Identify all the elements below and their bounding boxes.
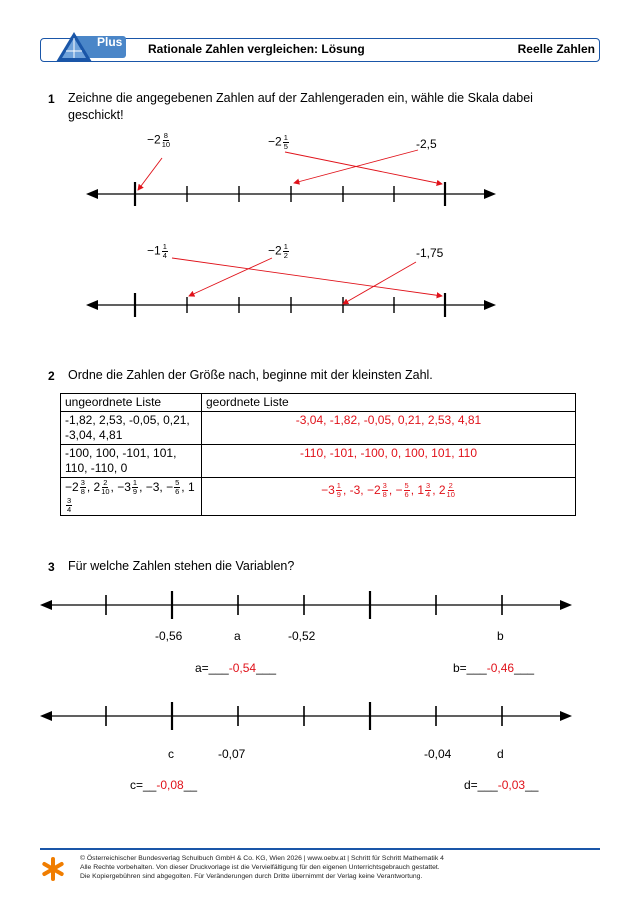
footer-copyright: © Österreichischer Bundesverlag Schulbuch GmbH & Co. KG, Wien 2026 | www.oebv.at | Schritt für Schritt Mathematik 4 Alle Rechte vorbehalten. Von dieser Druckvorlage ist die Vervielfältigung für den eigenen Unterrichtsgebrauch gestattet. Die Kopiergebühren sind abgegolten. Für Veränderungen durch Dritte übernimmt der Verlag keine Verantwortung. xyxy=(80,855,444,880)
label-minus-2-5: -2,5 xyxy=(416,137,437,151)
table-header-row xyxy=(61,394,576,412)
logo-text: Plus xyxy=(97,35,123,49)
label-minus-2-1-2: −2 $\frac{1}{2}$ xyxy=(268,242,288,260)
table-row xyxy=(61,445,576,478)
answer-c: c=__-0,08__ xyxy=(130,778,198,792)
label-minus-1-75: -1,75 xyxy=(416,246,444,260)
cell-unordered-fractions: −2 $\frac{3}{8}$ , 2 $\frac{2}{10}$ , −3 $\frac{1}{9}$ , −3, − $\frac{5}{6}$ , 1 $\frac{3}{4}$ xyxy=(61,478,202,516)
label-minus-2-8-10: −2 $\frac{8}{10}$ xyxy=(147,131,171,149)
number-line-1 xyxy=(86,150,496,206)
variable-label-c: c xyxy=(168,747,174,761)
number-line-4 xyxy=(40,702,572,730)
cell-unordered: -100, 100, -101, 101, 110, -110, 0 xyxy=(61,445,202,478)
tick-label: -0,07 xyxy=(218,747,246,761)
col-header-ordered: geordnete Liste xyxy=(202,394,576,412)
label-minus-2-1-5: −2 $\frac{1}{5}$ xyxy=(268,133,288,151)
col-header-unordered: ungeordnete Liste xyxy=(61,394,202,412)
footer-divider xyxy=(40,848,600,850)
variable-label-d: d xyxy=(497,747,504,761)
publisher-star-logo xyxy=(40,856,66,887)
tick-label: -0,52 xyxy=(288,629,316,643)
page-topic: Reelle Zahlen xyxy=(517,42,595,56)
page-title: Rationale Zahlen vergleichen: Lösung xyxy=(148,42,365,56)
answer-d: d=___-0,03__ xyxy=(464,778,539,792)
task3-text: Für welche Zahlen stehen die Variablen? xyxy=(68,559,295,573)
number-line-2 xyxy=(86,258,496,317)
cell-ordered: -110, -101, -100, 0, 100, 101, 110 xyxy=(202,445,576,478)
answer-a: a=___-0,54___ xyxy=(195,661,277,675)
variable-label-a: a xyxy=(234,629,241,643)
task1-number: 1 xyxy=(48,92,55,106)
tick-label: -0,04 xyxy=(424,747,452,761)
task3-number-lines xyxy=(0,580,640,750)
number-line-3 xyxy=(40,591,572,619)
task1-number-lines xyxy=(0,0,640,340)
tick-label: -0,56 xyxy=(155,629,183,643)
table-row xyxy=(61,478,576,516)
task1-text: Zeichne die angegebenen Zahlen auf der Zahlengeraden ein, wähle die Skala dabei geschickt! xyxy=(68,91,533,122)
answer-b: b=___-0,46___ xyxy=(453,661,535,675)
cell-ordered: -3,04, -1,82, -0,05, 0,21, 2,53, 4,81 xyxy=(202,412,576,445)
task2-number: 2 xyxy=(48,369,55,383)
ordering-table xyxy=(60,393,576,516)
table-row xyxy=(61,412,576,445)
task2-text: Ordne die Zahlen der Größe nach, beginne mit der kleinsten Zahl. xyxy=(68,368,433,382)
cell-ordered-fractions: −3 $\frac{1}{9}$ , -3, −2 $\frac{3}{8}$ , − $\frac{5}{6}$ , 1 $\frac{3}{4}$ , 2 $\frac{2}{10}$ xyxy=(202,478,576,516)
label-minus-1-1-4: −1 $\frac{1}{4}$ xyxy=(147,242,167,260)
task3-number: 3 xyxy=(48,560,55,574)
variable-label-b: b xyxy=(497,629,504,643)
cell-unordered: -1,82, 2,53, -0,05, 0,21, -3,04, 4,81 xyxy=(61,412,202,445)
